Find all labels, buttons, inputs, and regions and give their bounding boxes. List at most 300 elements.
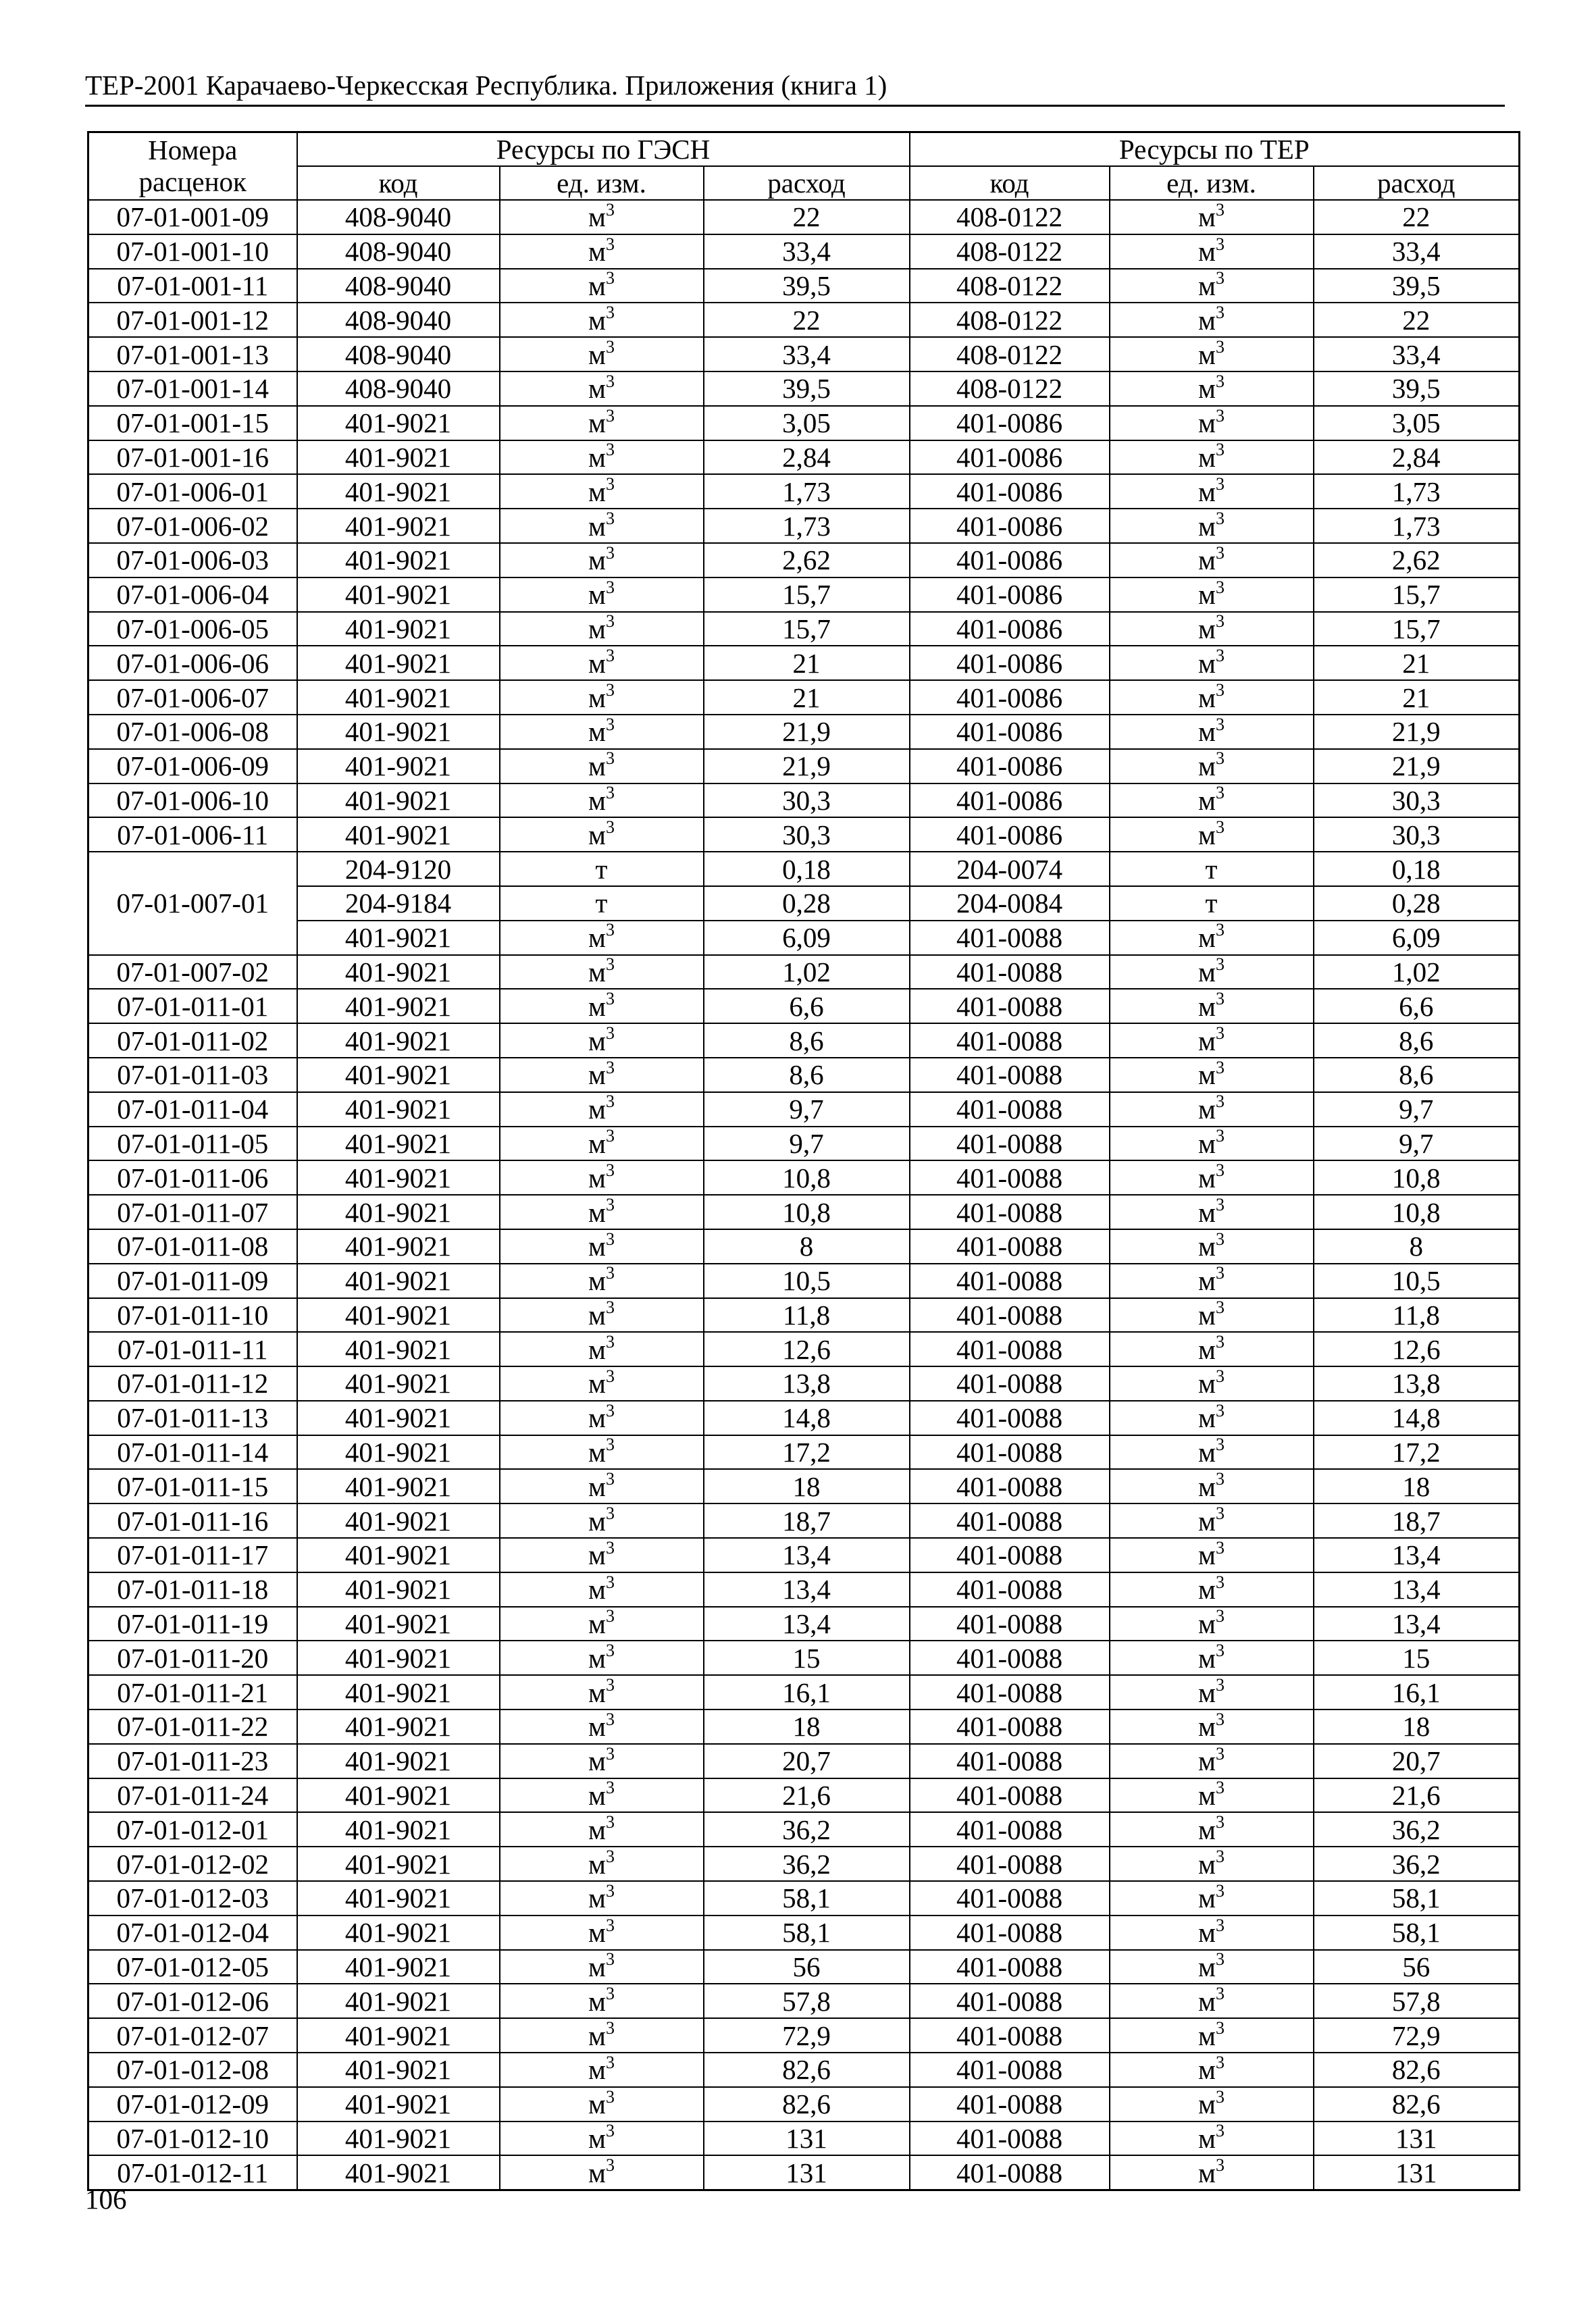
unit-superscript: 3 [1215, 989, 1225, 1009]
unit-text: м [1198, 475, 1216, 507]
table-row [88, 1160, 1520, 1195]
rate-number-cell: 07-01-011-03 [88, 1058, 297, 1092]
unit-text: м [1198, 579, 1216, 611]
unit-text: м [1198, 1917, 1216, 1949]
unit-text: м [1198, 956, 1216, 987]
gesn-amount-cell: 18 [704, 1469, 910, 1503]
rate-number-cell: 07-01-011-15 [88, 1469, 297, 1503]
ter-unit-cell [1110, 337, 1314, 371]
gesn-code-cell: 401-9021 [297, 1572, 500, 1607]
unit-superscript: 3 [605, 1366, 615, 1386]
table-row [88, 1503, 1520, 1538]
rate-number-cell: 07-01-006-04 [88, 577, 297, 612]
ter-amount-cell: 8 [1314, 1229, 1520, 1264]
table-row [88, 646, 1520, 680]
unit-text: м [1198, 373, 1216, 405]
unit-superscript: 3 [1215, 1400, 1225, 1420]
gesn-code-cell: 204-9184 [297, 886, 500, 921]
ter-amount-cell: 13,4 [1314, 1572, 1520, 1607]
unit-text: м [588, 201, 606, 233]
table-row [88, 2053, 1520, 2087]
gesn-amount-cell: 58,1 [704, 1881, 910, 1916]
ter-unit-cell [1110, 1023, 1314, 1058]
ter-code-cell: 401-0088 [910, 1401, 1110, 1435]
rate-number-cell: 07-01-011-23 [88, 1744, 297, 1778]
unit-superscript: 3 [605, 577, 615, 597]
ter-code-cell: 401-0088 [910, 1366, 1110, 1401]
table-row [88, 2018, 1520, 2053]
gesn-code-cell: 401-9021 [297, 612, 500, 646]
unit-superscript: 3 [1215, 714, 1225, 734]
ter-code-cell: 401-0088 [910, 921, 1110, 955]
unit-text: м [588, 1231, 606, 1262]
unit-superscript: 3 [1215, 234, 1225, 254]
unit-text: м [1198, 1025, 1216, 1056]
unit-text: м [588, 1985, 606, 2017]
unit-superscript: 3 [605, 234, 615, 254]
table-row [88, 749, 1520, 783]
unit-text: м [1198, 1951, 1216, 1983]
unit-superscript: 3 [605, 1778, 615, 1798]
unit-superscript: 3 [605, 920, 615, 940]
unit-superscript: 3 [1215, 337, 1225, 357]
gesn-code-cell: 401-9021 [297, 1469, 500, 1503]
ter-code-cell: 401-0088 [910, 1916, 1110, 1950]
unit-superscript: 3 [1215, 1023, 1225, 1043]
unit-text: м [1198, 922, 1216, 954]
unit-superscript: 3 [605, 611, 615, 632]
ter-unit-cell [1110, 1058, 1314, 1092]
table-row [88, 269, 1520, 303]
rate-number-cell: 07-01-012-01 [88, 1812, 297, 1847]
unit-text: м [588, 1402, 606, 1434]
unit-superscript: 3 [605, 989, 615, 1009]
ter-unit-cell [1110, 200, 1314, 234]
gesn-unit-cell [500, 1607, 704, 1641]
ter-amount-cell: 39,5 [1314, 269, 1520, 303]
gesn-code-cell: 401-9021 [297, 1435, 500, 1470]
unit-superscript: 3 [605, 1881, 615, 1901]
ter-unit-cell [1110, 1984, 1314, 2018]
gesn-code-cell: 408-9040 [297, 337, 500, 371]
unit-superscript: 3 [1215, 1091, 1225, 1112]
unit-text: м [588, 1848, 606, 1880]
ter-amount-cell: 3,05 [1314, 406, 1520, 440]
gesn-amount-cell: 58,1 [704, 1916, 910, 1950]
gesn-unit-cell [500, 1538, 704, 1572]
ter-amount-cell: 10,8 [1314, 1195, 1520, 1229]
gesn-code-cell: 401-9021 [297, 1195, 500, 1229]
table-row [88, 1023, 1520, 1058]
unit-text: м [1198, 544, 1216, 576]
gesn-unit-cell [500, 1744, 704, 1778]
gesn-amount-cell: 82,6 [704, 2087, 910, 2122]
gesn-amount-cell: 9,7 [704, 1127, 910, 1161]
table-row [88, 1572, 1520, 1607]
gesn-amount-cell: 0,18 [704, 852, 910, 886]
unit-text: м [588, 475, 606, 507]
ter-amount-cell: 22 [1314, 303, 1520, 337]
unit-superscript: 3 [605, 783, 615, 803]
rate-number-cell: 07-01-006-03 [88, 543, 297, 577]
unit-text: м [1198, 201, 1216, 233]
unit-text: м [1198, 784, 1216, 816]
unit-text: м [588, 2123, 606, 2155]
page-number: 106 [85, 2184, 127, 2215]
ter-amount-cell: 20,7 [1314, 1744, 1520, 1778]
unit-text: м [1198, 2157, 1216, 2188]
ter-amount-cell: 8,6 [1314, 1058, 1520, 1092]
unit-superscript: 3 [1215, 680, 1225, 700]
rate-number-cell: 07-01-011-06 [88, 1160, 297, 1195]
gesn-unit-cell [500, 749, 704, 783]
ter-code-cell: 401-0086 [910, 612, 1110, 646]
unit-superscript: 3 [1215, 646, 1225, 666]
unit-superscript: 3 [605, 542, 615, 563]
unit-text: м [588, 1505, 606, 1537]
table-row [88, 852, 1520, 886]
unit-text: м [1198, 441, 1216, 473]
gesn-code-cell: 401-9021 [297, 2087, 500, 2122]
unit-superscript: 3 [605, 1435, 615, 1455]
unit-superscript: 3 [1215, 577, 1225, 597]
table-row [88, 200, 1520, 234]
unit-superscript: 3 [605, 200, 615, 220]
ter-unit-cell [1110, 1332, 1314, 1366]
table-row [88, 1298, 1520, 1333]
unit-superscript: 3 [1215, 371, 1225, 391]
table-row [88, 612, 1520, 646]
unit-text: м [588, 1917, 606, 1949]
ter-unit-cell [1110, 1847, 1314, 1881]
unit-text: м [588, 269, 606, 301]
gesn-unit-cell [500, 1503, 704, 1538]
unit-superscript: 3 [1215, 1538, 1225, 1558]
ter-unit-cell [1110, 234, 1314, 269]
column-header-ter-amount: расход [1314, 166, 1520, 200]
unit-superscript: 3 [1215, 1332, 1225, 1352]
rate-number-cell: 07-01-011-04 [88, 1092, 297, 1127]
unit-text: м [588, 819, 606, 850]
rate-number-cell: 07-01-001-16 [88, 440, 297, 475]
table-row [88, 509, 1520, 543]
unit-text: м [1198, 1848, 1216, 1880]
unit-superscript: 3 [605, 1469, 615, 1489]
ter-amount-cell: 56 [1314, 1950, 1520, 1984]
unit-text: м [588, 236, 606, 267]
unit-text: м [1198, 1882, 1216, 1914]
gesn-code-cell: 408-9040 [297, 200, 500, 234]
table-row [88, 886, 1520, 921]
unit-superscript: 3 [605, 1023, 615, 1043]
gesn-amount-cell: 36,2 [704, 1847, 910, 1881]
ter-code-cell: 401-0088 [910, 1264, 1110, 1298]
ter-code-cell: 401-0088 [910, 1195, 1110, 1229]
ter-code-cell: 401-0088 [910, 1092, 1110, 1127]
ter-unit-cell [1110, 303, 1314, 337]
table-row [88, 1744, 1520, 1778]
table-row [88, 1916, 1520, 1950]
gesn-amount-cell: 21,9 [704, 715, 910, 749]
gesn-unit-cell [500, 1298, 704, 1333]
gesn-unit-cell [500, 440, 704, 475]
ter-amount-cell: 82,6 [1314, 2087, 1520, 2122]
gesn-amount-cell: 30,3 [704, 817, 910, 852]
gesn-amount-cell: 33,4 [704, 337, 910, 371]
ter-code-cell: 401-0088 [910, 1469, 1110, 1503]
gesn-amount-cell: 22 [704, 200, 910, 234]
unit-superscript: 3 [605, 1847, 615, 1866]
unit-text: м [1198, 647, 1216, 679]
table-row [88, 817, 1520, 852]
gesn-code-cell: 401-9021 [297, 474, 500, 509]
table-row [88, 989, 1520, 1023]
gesn-unit-cell [500, 646, 704, 680]
unit-text: м [1198, 1985, 1216, 2017]
gesn-amount-cell: 10,8 [704, 1160, 910, 1195]
ter-unit-cell [1110, 1195, 1314, 1229]
ter-amount-cell: 82,6 [1314, 2053, 1520, 2087]
ter-code-cell: 401-0086 [910, 440, 1110, 475]
unit-text: м [588, 441, 606, 473]
gesn-code-cell: 401-9021 [297, 1058, 500, 1092]
rate-number-cell: 07-01-011-05 [88, 1127, 297, 1161]
unit-superscript: 3 [605, 1297, 615, 1318]
ter-code-cell: 401-0088 [910, 2087, 1110, 2122]
ter-amount-cell: 33,4 [1314, 337, 1520, 371]
unit-text: м [588, 1745, 606, 1777]
gesn-amount-cell: 21,9 [704, 749, 910, 783]
gesn-unit-cell [500, 989, 704, 1023]
ter-code-cell: 401-0088 [910, 2053, 1110, 2087]
gesn-amount-cell: 8,6 [704, 1023, 910, 1058]
gesn-code-cell: 401-9021 [297, 646, 500, 680]
gesn-code-cell: 401-9021 [297, 543, 500, 577]
ter-amount-cell: 131 [1314, 2122, 1520, 2156]
ter-code-cell: 401-0088 [910, 1023, 1110, 1058]
gesn-unit-cell [500, 921, 704, 955]
unit-text: м [588, 1025, 606, 1056]
table-row [88, 234, 1520, 269]
unit-superscript: 3 [1215, 405, 1225, 426]
table-row [88, 543, 1520, 577]
ter-code-cell: 401-0086 [910, 646, 1110, 680]
unit-superscript: 3 [1215, 1572, 1225, 1592]
unit-superscript: 3 [605, 1126, 615, 1146]
ter-unit-cell [1110, 1709, 1314, 1744]
unit-text: м [1198, 1676, 1216, 1708]
ter-code-cell: 401-0086 [910, 817, 1110, 852]
ter-code-cell: 401-0088 [910, 1812, 1110, 1847]
ter-unit-cell [1110, 406, 1314, 440]
unit-text: м [1198, 1745, 1216, 1777]
unit-superscript: 3 [605, 1332, 615, 1352]
gesn-amount-cell: 36,2 [704, 1812, 910, 1847]
gesn-code-cell: 401-9021 [297, 1916, 500, 1950]
ter-unit-cell [1110, 1641, 1314, 1675]
unit-text: м [1198, 1711, 1216, 1743]
table-row [88, 1709, 1520, 1744]
gesn-amount-cell: 1,73 [704, 474, 910, 509]
unit-superscript: 3 [1215, 1057, 1225, 1077]
ter-unit-cell [1110, 1916, 1314, 1950]
gesn-code-cell: 401-9021 [297, 1607, 500, 1641]
gesn-unit-cell [500, 1058, 704, 1092]
gesn-code-cell: 401-9021 [297, 2018, 500, 2053]
rate-number-cell: 07-01-011-13 [88, 1401, 297, 1435]
unit-text: м [588, 579, 606, 611]
gesn-amount-cell: 20,7 [704, 1744, 910, 1778]
unit-superscript: 3 [605, 714, 615, 734]
unit-text: м [1198, 1402, 1216, 1434]
gesn-unit-cell [500, 1709, 704, 1744]
gesn-code-cell: 401-9021 [297, 577, 500, 612]
rate-number-cell: 07-01-011-14 [88, 1435, 297, 1470]
gesn-amount-cell: 39,5 [704, 371, 910, 406]
ter-code-cell: 204-0074 [910, 852, 1110, 886]
rate-number-cell: 07-01-011-21 [88, 1675, 297, 1709]
ter-amount-cell: 1,73 [1314, 509, 1520, 543]
ter-code-cell: 401-0086 [910, 577, 1110, 612]
unit-superscript: 3 [1215, 474, 1225, 494]
gesn-unit-cell [500, 1572, 704, 1607]
ter-unit-cell [1110, 269, 1314, 303]
gesn-code-cell: 401-9021 [297, 680, 500, 715]
gesn-code-cell: 401-9021 [297, 989, 500, 1023]
table-row [88, 1538, 1520, 1572]
gesn-unit-cell [500, 1916, 704, 1950]
ter-code-cell: 401-0088 [910, 1607, 1110, 1641]
unit-text: м [588, 1127, 606, 1159]
unit-superscript: 3 [605, 817, 615, 838]
ter-unit-cell [1110, 2053, 1314, 2087]
ter-unit-cell [1110, 2018, 1314, 2053]
ter-amount-cell: 13,4 [1314, 1538, 1520, 1572]
unit-superscript: 3 [1215, 1743, 1225, 1764]
ter-amount-cell: 13,8 [1314, 1366, 1520, 1401]
unit-superscript: 3 [1215, 1435, 1225, 1455]
gesn-amount-cell: 131 [704, 2122, 910, 2156]
unit-text: м [588, 1265, 606, 1297]
unit-text: м [588, 1951, 606, 1983]
unit-text: м [588, 1642, 606, 1674]
ter-amount-cell: 33,4 [1314, 234, 1520, 269]
rate-number-cell: 07-01-011-20 [88, 1641, 297, 1675]
ter-amount-cell: 21 [1314, 680, 1520, 715]
gesn-unit-cell [500, 955, 704, 989]
ter-code-cell: 401-0086 [910, 783, 1110, 818]
ter-unit-cell [1110, 2122, 1314, 2156]
unit-text: м [588, 716, 606, 748]
ter-unit-cell [1110, 1092, 1314, 1127]
unit-superscript: 3 [605, 1675, 615, 1695]
header-rule [85, 105, 1505, 107]
table-row [88, 1847, 1520, 1881]
ter-unit-cell [1110, 989, 1314, 1023]
ter-amount-cell: 6,09 [1314, 921, 1520, 955]
rate-number-cell: 07-01-007-01 [88, 852, 297, 954]
unit-superscript: 3 [1215, 2086, 1225, 2107]
rate-number-cell: 07-01-011-24 [88, 1778, 297, 1813]
ter-unit-cell [1110, 509, 1314, 543]
ter-code-cell: 401-0088 [910, 955, 1110, 989]
ter-code-cell: 401-0086 [910, 474, 1110, 509]
unit-superscript: 3 [1215, 2155, 1225, 2176]
gesn-code-cell: 401-9021 [297, 1092, 500, 1127]
gesn-amount-cell: 18,7 [704, 1503, 910, 1538]
rate-number-cell: 07-01-006-02 [88, 509, 297, 543]
ter-code-cell: 401-0088 [910, 1709, 1110, 1744]
gesn-unit-cell [500, 817, 704, 852]
unit-text: м [1198, 682, 1216, 713]
rate-number-cell: 07-01-012-10 [88, 2122, 297, 2156]
page-header-title: ТЕР-2001 Карачаево-Черкесская Республика. Приложения (книга 1) [85, 70, 887, 101]
unit-superscript: 3 [605, 509, 615, 528]
gesn-amount-cell: 12,6 [704, 1332, 910, 1366]
gesn-unit-cell [500, 1641, 704, 1675]
gesn-unit-cell [500, 1950, 704, 1984]
unit-superscript: 3 [605, 1503, 615, 1524]
unit-text: м [1198, 2123, 1216, 2155]
table-body [88, 200, 1520, 2190]
gesn-amount-cell: 17,2 [704, 1435, 910, 1470]
gesn-code-cell: 401-9021 [297, 1984, 500, 2018]
rate-number-cell: 07-01-012-06 [88, 1984, 297, 2018]
gesn-code-cell: 401-9021 [297, 1332, 500, 1366]
unit-superscript: 3 [1215, 268, 1225, 288]
unit-text: м [1198, 1094, 1216, 1125]
rate-number-cell: 07-01-011-17 [88, 1538, 297, 1572]
unit-text: м [588, 1368, 606, 1399]
ter-unit-cell [1110, 955, 1314, 989]
gesn-amount-cell: 15 [704, 1641, 910, 1675]
unit-text: м [588, 304, 606, 336]
gesn-amount-cell: 10,8 [704, 1195, 910, 1229]
ter-code-cell: 401-0088 [910, 2155, 1110, 2190]
gesn-unit-cell [500, 303, 704, 337]
unit-text: м [588, 1333, 606, 1365]
gesn-amount-cell: 30,3 [704, 783, 910, 818]
unit-text: м [1198, 1539, 1216, 1571]
gesn-code-cell: 401-9021 [297, 1847, 500, 1881]
column-header-ter-unit: ед. изм. [1110, 166, 1314, 200]
ter-amount-cell: 10,8 [1314, 1160, 1520, 1195]
unit-superscript: 3 [605, 1400, 615, 1420]
rate-number-cell: 07-01-006-05 [88, 612, 297, 646]
table-row [88, 406, 1520, 440]
unit-superscript: 3 [1215, 1126, 1225, 1146]
ter-code-cell: 401-0086 [910, 543, 1110, 577]
resources-table [87, 131, 1520, 2191]
table-row [88, 783, 1520, 818]
ter-code-cell: 408-0122 [910, 200, 1110, 234]
ter-unit-cell [1110, 440, 1314, 475]
ter-amount-cell: 21,9 [1314, 715, 1520, 749]
ter-code-cell: 401-0088 [910, 1298, 1110, 1333]
table-row [88, 1469, 1520, 1503]
table-row [88, 1778, 1520, 1813]
ter-unit-cell [1110, 1572, 1314, 1607]
ter-code-cell: 401-0088 [910, 989, 1110, 1023]
gesn-code-cell: 401-9021 [297, 1160, 500, 1195]
table-row [88, 371, 1520, 406]
gesn-code-cell: 401-9021 [297, 1264, 500, 1298]
gesn-code-cell: 401-9021 [297, 2155, 500, 2190]
gesn-code-cell: 401-9021 [297, 1298, 500, 1333]
gesn-amount-cell: 39,5 [704, 269, 910, 303]
unit-text: м [588, 1814, 606, 1845]
rate-number-cell: 07-01-001-10 [88, 234, 297, 269]
